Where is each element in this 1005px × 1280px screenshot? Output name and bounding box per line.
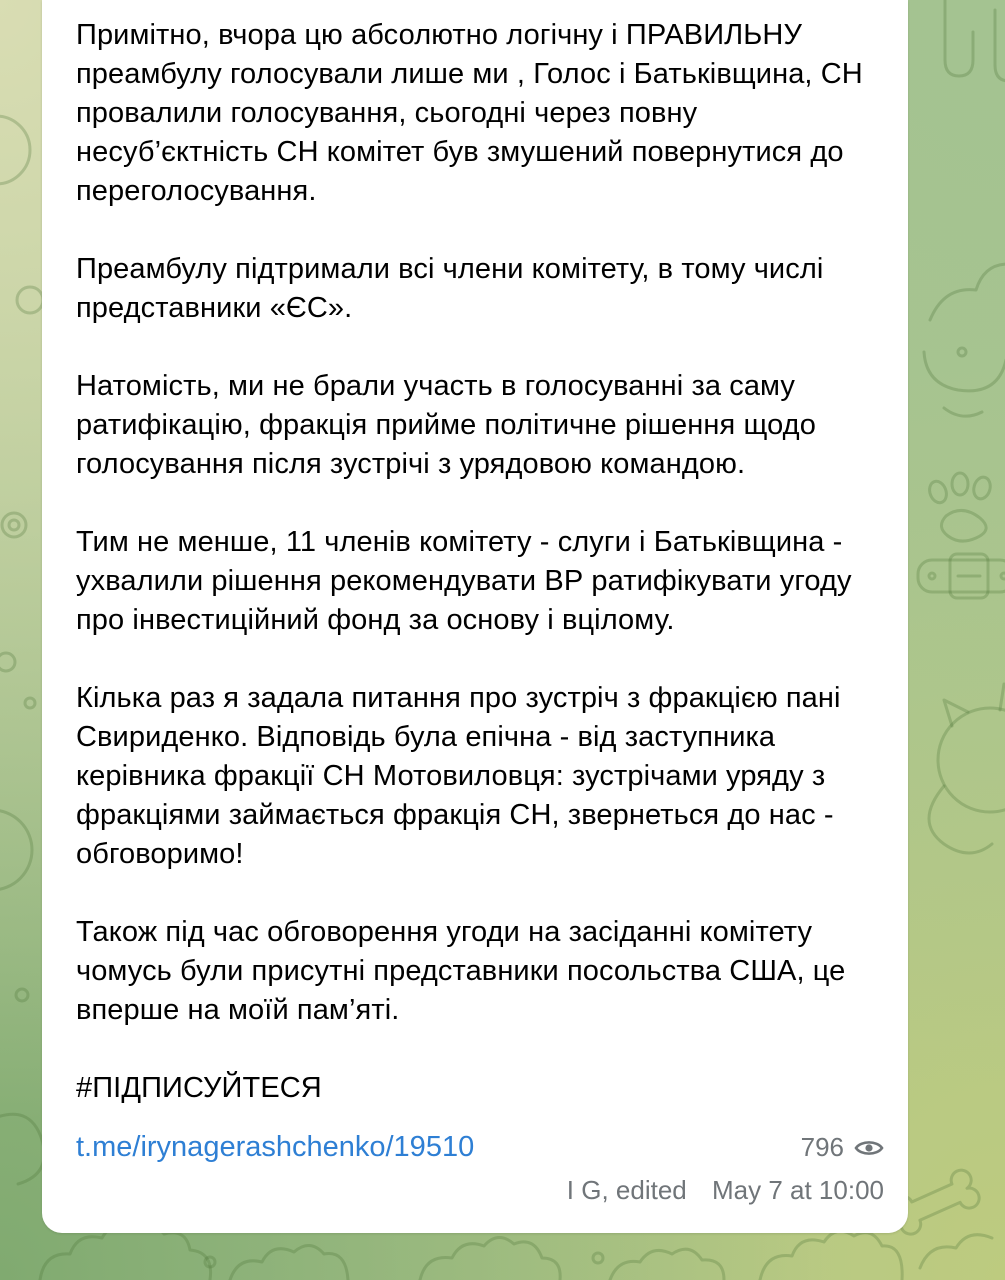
circle-doodles [0,116,44,1184]
message-paragraph: Тим не менше, 11 членів комітету - слуги і Батьківщина - ухвалили рішення рекомендувати ВР ратифікувати угоду про інвестиційний фонд за основу і вцілому. [76,526,852,636]
message-bubble [42,0,908,1233]
message-paragraph: Також під час обговорення угоди на засіданні комітету чомусь були присутні представники посольства США, це вперше на моїй пам’яті. [76,916,846,1026]
message-paragraph: Преамбулу підтримали всі члени комітету, в тому числі представники «ЄС». [76,253,824,324]
message-text [76,16,884,1108]
cat-doodle [929,684,1005,853]
views-count: 796 [800,1132,844,1162]
message-paragraph: Примітно, вчора цю абсолютно логічну і ПРАВИЛЬНУ преамбулу голосували лише ми , Голос і Батьківщина, СН провалили голосування, сьогодні через повну несуб’єктність СН комітет був змушений повернутися до переголосування. [76,19,863,207]
message-link[interactable]: t.me/irynagerashchenko/19510 [76,1131,475,1163]
message-paragraph: Натомість, ми не брали участь в голосуванні за саму ратифікацію, фракція прийме політичне рішення щодо голосування після зустрічі з урядовою командою. [76,370,816,480]
views-eye-icon [854,1138,884,1158]
message-footer [76,1128,884,1166]
collar-doodle [918,554,1005,598]
hashtag-text[interactable]: #ПІДПИСУЙТЕСЯ [76,1072,322,1104]
author-signature: I G, edited [566,1175,687,1205]
paw-doodle [927,473,993,541]
dog-doodle [924,0,1005,416]
message-meta [76,1174,884,1206]
views-counter [801,1132,884,1163]
message-timestamp: May 7 at 10:00 [712,1175,884,1205]
message-paragraph: Кілька раз я задала питання про зустріч з фракцією пані Свириденко. Відповідь була епічна - від заступника керівника фракції СН Мотовиловця: зустрічами уряду з фракціями займається фракція СН, звернеться до нас - обговоримо! [76,682,841,870]
